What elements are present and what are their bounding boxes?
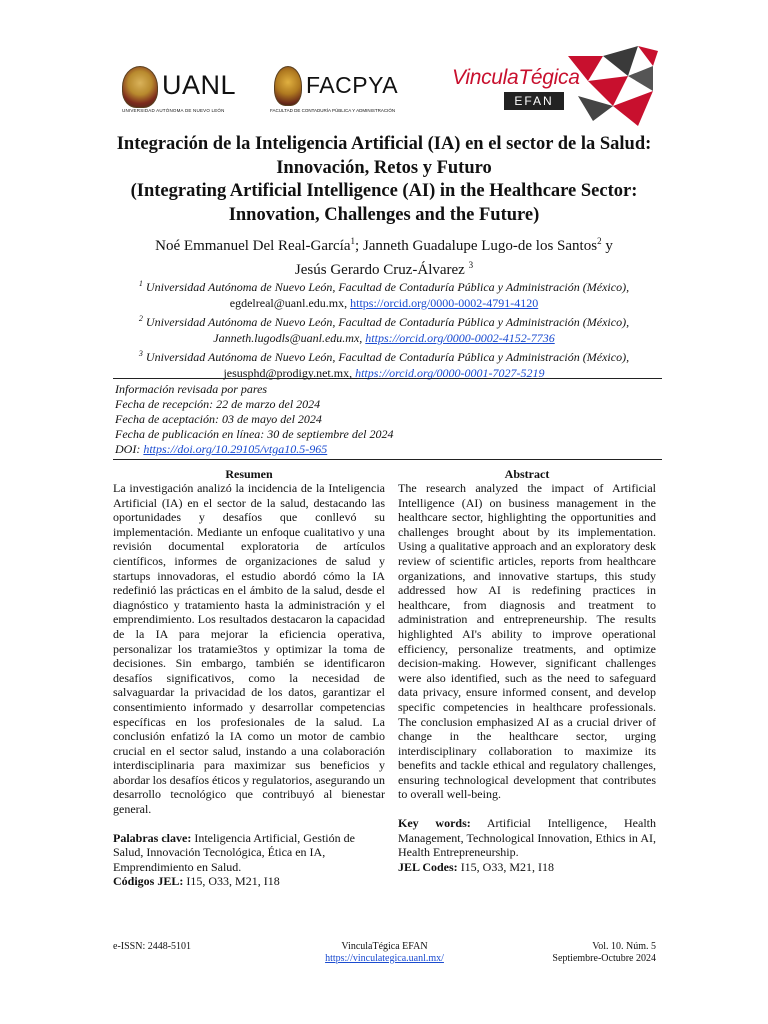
uanl-seal-icon (122, 66, 158, 108)
affiliation-number: 2 (138, 314, 143, 323)
acceptance-date: Fecha de aceptación: 03 de mayo del 2024 (115, 412, 322, 426)
affiliation-email: Janneth.lugodls@uanl.edu.mx, (213, 330, 366, 345)
facpya-logo (270, 66, 410, 114)
keywords-text: Inteligencia Artificial, Gestión de Salud, Innovación Tecnológica, Ética en IA, Emprendimiento en Salud. (113, 830, 355, 874)
title-line-en-1: (Integrating Artificial Intelligence (AI) in the Healthcare Sector: (130, 181, 638, 201)
abstract-heading: Abstract (504, 467, 550, 481)
title-line-es-1: Integración de la Inteligencia Artificial (IA) en el sector de la Salud: (116, 134, 652, 154)
affiliation-3 (40, 346, 728, 381)
footer-volume-number: Vol. 10. Núm. 5 (592, 941, 656, 952)
key-words (398, 816, 656, 860)
palabras-clave (113, 831, 385, 875)
footer-period: Septiembre-Octubre 2024 (552, 952, 656, 964)
vinculategica-logo (448, 46, 658, 126)
affiliation-email: jesusphd@prodigy.net.mx, (223, 365, 356, 380)
uanl-logo-name: UANL (162, 70, 237, 100)
page-footer (113, 941, 656, 971)
jel-text: I15, O33, M21, I18 (183, 874, 280, 889)
affiliation-institution: Universidad Autónoma de Nuevo León, Facultad de Contaduría Pública y Administración (México), (145, 350, 630, 364)
header-logos (118, 46, 658, 126)
title-line-es-2: Innovación, Retos y Futuro (276, 157, 492, 178)
affiliation-institution: Universidad Autónoma de Nuevo León, Facultad de Contaduría Pública y Administración (México), (145, 315, 630, 329)
facpya-logo-subtitle: FACULTAD DE CONTADURÍA PÚBLICA Y ADMINISTRACIÓN (270, 108, 396, 113)
codigos-jel (113, 874, 385, 889)
affiliation-number: 3 (138, 349, 143, 358)
uanl-logo-subtitle: UNIVERSIDAD AUTÓNOMA DE NUEVO LEÓN (122, 108, 225, 113)
jel-label: JEL Codes: (398, 859, 458, 874)
author-separator: ; (355, 238, 363, 254)
keywords-label: Key words: (398, 816, 471, 831)
author-list (40, 232, 728, 280)
resumen-body: La investigación analizó la incidencia de la Inteligencia Artificial (IA) en el sector de la salud, destacando las oportunidades y desafíos que conllevó su implementación. Mediante un enfoque cualitativo y una revisión documental exploratoria de artículos científicos, informes de organizaciones de salud y startups innovadoras, el estudio abordó cómo la IA redefinió las prácticas en el ámbito de la salud, desde el diagnóstico y tratamiento hasta la administración y el emprendimiento. Los resultados destacaron la capacidad de la IA para mejorar la eficiencia operativa, personalizar los tratamie3tos y optimizar la toma de decisiones. Sin embargo, también se identificaron desafíos significativos, como la necesidad de salvaguardar la privacidad de los datos, garantizar el consentimiento informado y desarrollar competencias específicas en los profesionales de la salud. La conclusión enfatizó la IA como un motor de cambio crucial en el sector salud, instando a una colaboración interdisciplinaria para maximizar sus beneficios y abordar los desafíos éticos y regulatorios, asegurando un desarrollo tecnológico que contribuyó al bienestar general. (113, 481, 385, 817)
orcid-link[interactable]: https://orcid.org/0000-0002-4152-7736 (365, 330, 555, 345)
abstract-body: The research analyzed the impact of Artificial Intelligence (AI) on business management in the healthcare sector, highlighting the opportunities and challenges brought about by its implementation. Using a qualitative approach and an exploratory desk review of scientific articles, reports from healthcare organizations, and innovative startups, this study addressed how AI is redefining practices in healthcare, from diagnosis and treatment to administration and entrepreneurship. The results highlighted AI's ability to improve operational efficiency, personalize treatments, and optimize decision-making. However, significant challenges were also identified, such as the need to safeguard data privacy, ensure informed consent, and develop specific competencies in healthcare professionals. The conclusion emphasized AI as a crucial driver of change in the healthcare sector, urging interdisciplinary collaboration to maximize its benefits and tackle ethical and regulatory challenges, ensuring technological development that contributes to overall well-being. (398, 481, 656, 802)
author-3-affil: 3 (468, 260, 474, 270)
affiliation-number: 1 (138, 279, 143, 288)
author-2-affil: 2 (597, 236, 602, 246)
footer-volume (552, 941, 656, 964)
jel-codes (398, 860, 656, 875)
keywords-text: Artificial Intelligence, Health Management, Technological Innovation, Ethics in AI, Health Entrepreneurship. (398, 816, 656, 860)
review-label: Información revisada por pares (115, 382, 268, 396)
authors-line-1 (40, 232, 728, 256)
efan-badge: EFAN (504, 92, 564, 110)
author-1-affil: 1 (350, 236, 356, 246)
publication-date: Fecha de publicación en línea: 30 de septiembre del 2024 (115, 427, 394, 441)
doi-label: DOI: (115, 442, 144, 456)
author-1: Noé Emmanuel Del Real-García (155, 238, 351, 254)
facpya-seal-icon (274, 66, 302, 106)
jel-label: Códigos JEL: (113, 874, 184, 889)
peer-review-info (113, 378, 662, 460)
affiliation-institution: Universidad Autónoma de Nuevo León, Facultad de Contaduría Pública y Administración (México), (145, 280, 630, 294)
affiliation-email: egdelreal@uanl.edu.mx, (229, 295, 351, 310)
jel-text: I15, O33, M21, I18 (457, 859, 555, 874)
author-3: Jesús Gerardo Cruz-Álvarez (294, 262, 469, 278)
abstract-column (398, 467, 656, 874)
vinculategica-graphic-icon (558, 46, 658, 126)
orcid-link[interactable]: https://orcid.org/0000-0001-7027-5219 (355, 365, 545, 380)
uanl-logo (122, 66, 262, 114)
keywords-label: Palabras clave: (113, 830, 192, 845)
reception-date: Fecha de recepción: 22 de marzo del 2024 (115, 397, 321, 411)
resumen-heading: Resumen (225, 467, 273, 481)
orcid-link[interactable]: https://orcid.org/0000-0002-4791-4120 (350, 295, 539, 310)
doi-line (115, 442, 662, 457)
footer-journal-name: VinculaTégica EFAN (341, 941, 428, 952)
title-line-en-2: Innovation, Challenges and the Future) (228, 204, 540, 225)
vinculategica-logo-name: VinculaTégica (452, 66, 580, 89)
author-2: Janneth Guadalupe Lugo-de los Santos (362, 238, 598, 254)
affiliation-2 (40, 311, 728, 346)
footer-journal-url[interactable]: https://vinculategica.uanl.mx/ (325, 952, 444, 964)
author-separator: y (601, 238, 613, 254)
doi-link[interactable]: https://doi.org/10.29105/vtga10.5-965 (143, 442, 328, 456)
footer-issn: e-ISSN: 2448-5101 (113, 941, 192, 952)
affiliations (40, 276, 728, 381)
resumen-column (113, 467, 385, 889)
affiliation-1 (40, 276, 728, 311)
facpya-logo-name: FACPYA (306, 72, 399, 98)
article-title (40, 133, 728, 227)
